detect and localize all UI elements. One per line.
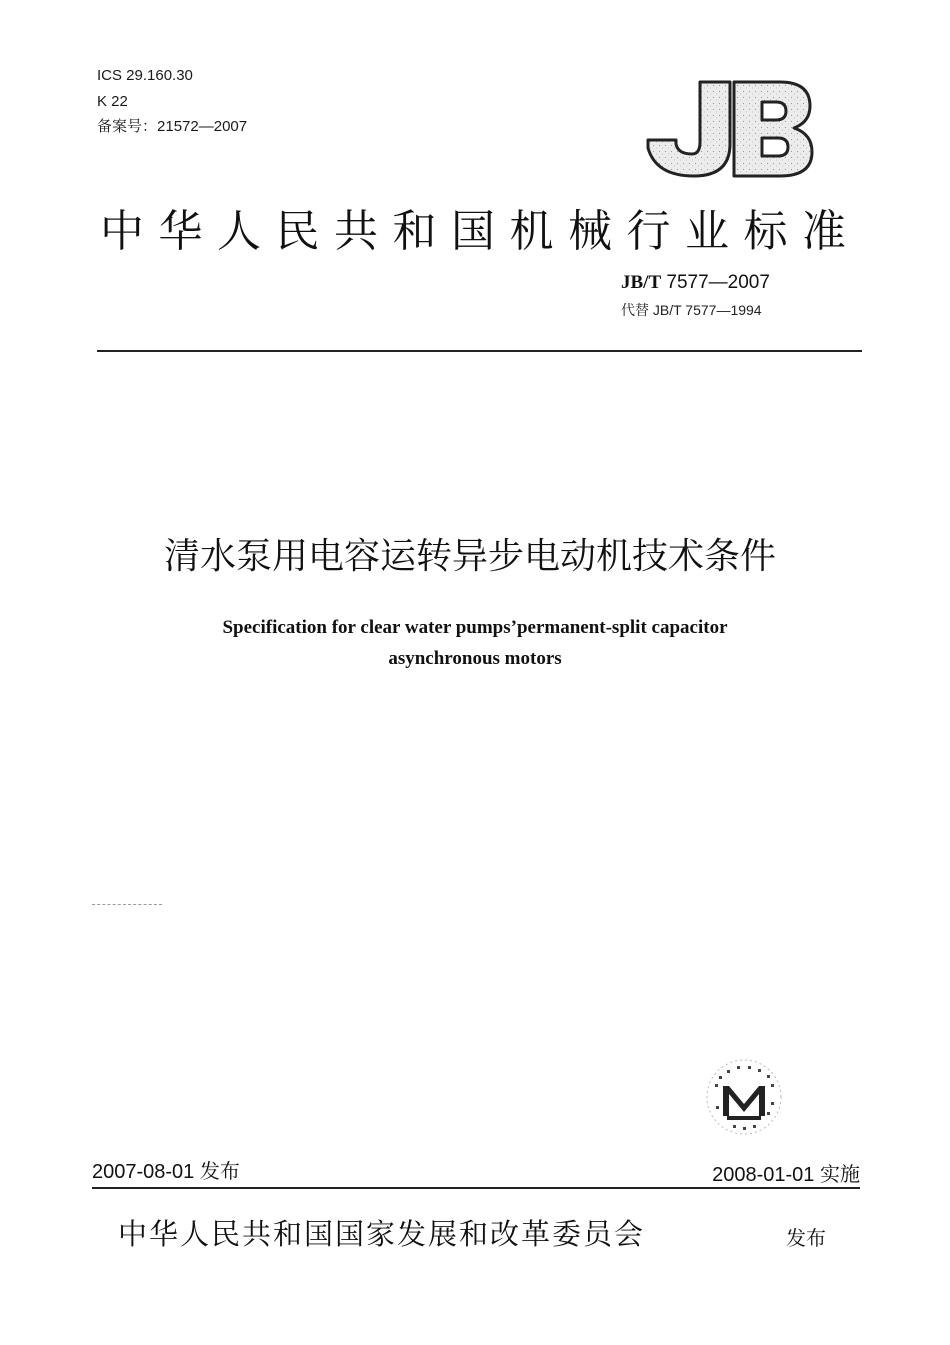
standard-code-prefix: JB/T <box>621 272 662 293</box>
jb-logo <box>640 78 815 180</box>
publisher-suffix: 发布 <box>786 1226 826 1250</box>
filing-value: 21572—2007 <box>157 118 248 135</box>
standard-code <box>621 272 770 294</box>
publish-date: 2007-08-01 发布 <box>92 1161 240 1183</box>
english-title-line-2: asynchronous motors <box>388 648 562 669</box>
publisher-seal <box>703 1056 785 1138</box>
standard-code-number: 7577—2007 <box>661 272 770 293</box>
filing-label: 备案号： <box>97 118 158 135</box>
ics-code: ICS 29.160.30 <box>97 67 193 84</box>
english-title-line-1: Specification for clear water pumps’permanent-split capacitor <box>222 617 728 638</box>
english-title <box>0 612 950 674</box>
publisher-name: 中华人民共和国国家发展和改革委员会 <box>118 1217 646 1251</box>
implementation-date: 2008-01-01 实施 <box>712 1164 860 1186</box>
filing-number <box>97 118 247 136</box>
scan-artifact <box>92 904 162 905</box>
ccs-code: K 22 <box>97 93 128 110</box>
top-divider <box>97 350 862 352</box>
chinese-title: 清水泵用电容运转异步电动机技术条件 <box>163 536 776 577</box>
industry-standard-title: 中华人民共和国机械行业标准 <box>100 206 861 257</box>
replaces-standard: 代替 JB/T 7577—1994 <box>621 302 762 318</box>
bottom-divider <box>92 1187 860 1189</box>
